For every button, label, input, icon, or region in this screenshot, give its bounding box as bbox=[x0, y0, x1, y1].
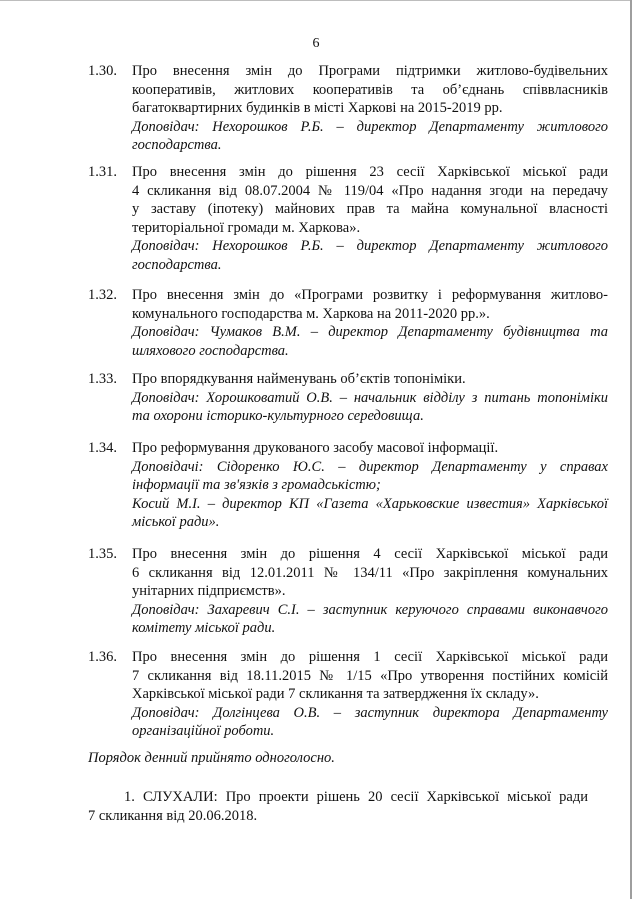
page-top-edge bbox=[0, 0, 632, 1]
item-number: 1.34. bbox=[88, 440, 117, 456]
speaker-line: Доповідач: Нехорошков Р.Б. – директор Департаменту житлового bbox=[132, 238, 608, 254]
item-title-line: унітарних підприємств». bbox=[132, 583, 286, 599]
item-content bbox=[132, 439, 608, 532]
item-content bbox=[132, 648, 608, 741]
item-title-line: Про внесення змін до «Програми розвитку і реформування житлово- bbox=[132, 287, 608, 303]
item-title-line: Про реформування друкованого засобу масової інформації. bbox=[132, 440, 499, 456]
item-title-line: кооперативів, житлових кооперативів та об’єднань співвласників bbox=[132, 81, 608, 98]
speaker-line: Доповідач: Хорошковатий О.В. – начальник відділу з питань топоніміки bbox=[132, 389, 608, 406]
speaker-line: Доповідач: Нехорошков Р.Б. – директор Департаменту житлового bbox=[132, 118, 608, 135]
speaker-line: господарства. bbox=[132, 137, 222, 153]
item-title-line: Про внесення змін до рішення 4 сесії Харківської міської ради bbox=[132, 546, 608, 562]
speaker-line: Доповідач: Чумаков В.М. – директор Департаменту будівництва та bbox=[132, 324, 608, 340]
heard-line-1: 1. СЛУХАЛИ: Про проекти рішень 20 сесії Харківської міської ради bbox=[124, 789, 588, 805]
item-number: 1.30. bbox=[88, 63, 117, 79]
speaker-line: господарства. bbox=[132, 256, 222, 273]
speaker-line: Косий М.І. – директор КП «Газета «Харьковские известия» Харківської bbox=[132, 495, 608, 512]
item-title-line: 7 скликання від 18.11.2015 № 1/15 «Про утворення постійних комісій bbox=[132, 667, 608, 684]
item-title-line: Харківської міської ради 7 скликання та затвердження їх складу». bbox=[132, 686, 539, 702]
item-content bbox=[132, 286, 608, 360]
item-title-line: територіальної громади м. Харкова». bbox=[132, 219, 361, 236]
item-number: 1.32. bbox=[88, 287, 117, 303]
item-content bbox=[132, 163, 608, 274]
item-content bbox=[132, 62, 608, 155]
page-number: 6 bbox=[312, 36, 320, 51]
item-title-line: 4 скликання від 08.07.2004 № 119/04 «Про надання згоди на передачу bbox=[132, 182, 608, 199]
speaker-line: шляхового господарства. bbox=[132, 342, 289, 359]
item-number: 1.33. bbox=[88, 371, 117, 387]
speaker-line: Доповідач: Захаревич С.І. – заступник керуючого справами виконавчого bbox=[132, 601, 608, 618]
item-title-line: багатоквартирних будинків в місті Харкові на 2015-2019 рр. bbox=[132, 100, 503, 116]
item-title-line: комунального господарства м. Харкова на 2011-2020 рр.». bbox=[132, 305, 490, 322]
speaker-line: Доповідачі: Сідоренко Ю.С. – директор Департаменту у справах bbox=[132, 458, 608, 475]
speaker-line: організаційної роботи. bbox=[132, 723, 275, 739]
speaker-line: міської ради». bbox=[132, 514, 220, 530]
item-title-line: Про впорядкування найменувань об’єктів топоніміки. bbox=[132, 371, 466, 387]
item-title-line: 6 скликання від 12.01.2011 № 134/11 «Про закріплення комунальних bbox=[132, 564, 608, 581]
speaker-line: інформації та зв'язків з громадськістю; bbox=[132, 477, 381, 493]
item-title-line: у заставу (іпотеку) майнових прав та майна комунальної власності bbox=[132, 201, 608, 217]
item-title-line: Про внесення змін до рішення 1 сесії Харківської міської ради bbox=[132, 649, 608, 665]
item-content bbox=[132, 370, 608, 426]
speaker-line: та охорони історико-культурного середовища. bbox=[132, 408, 424, 424]
heard-paragraph bbox=[88, 788, 588, 825]
speaker-line: комітету міської ради. bbox=[132, 620, 276, 636]
item-content bbox=[132, 545, 608, 638]
heard-line-2: 7 скликання від 20.06.2018. bbox=[88, 807, 258, 824]
item-title-line: Про внесення змін до Програми підтримки житлово-будівельних bbox=[132, 63, 608, 79]
decision-text: Порядок денний прийнято одноголосно. bbox=[88, 750, 335, 766]
speaker-line: Доповідач: Долгінцева О.В. – заступник директора Департаменту bbox=[132, 704, 608, 721]
item-number: 1.35. bbox=[88, 546, 117, 562]
item-title-line: Про внесення змін до рішення 23 сесії Харківської міської ради bbox=[132, 164, 608, 180]
item-number: 1.36. bbox=[88, 649, 117, 665]
item-number: 1.31. bbox=[88, 164, 117, 180]
